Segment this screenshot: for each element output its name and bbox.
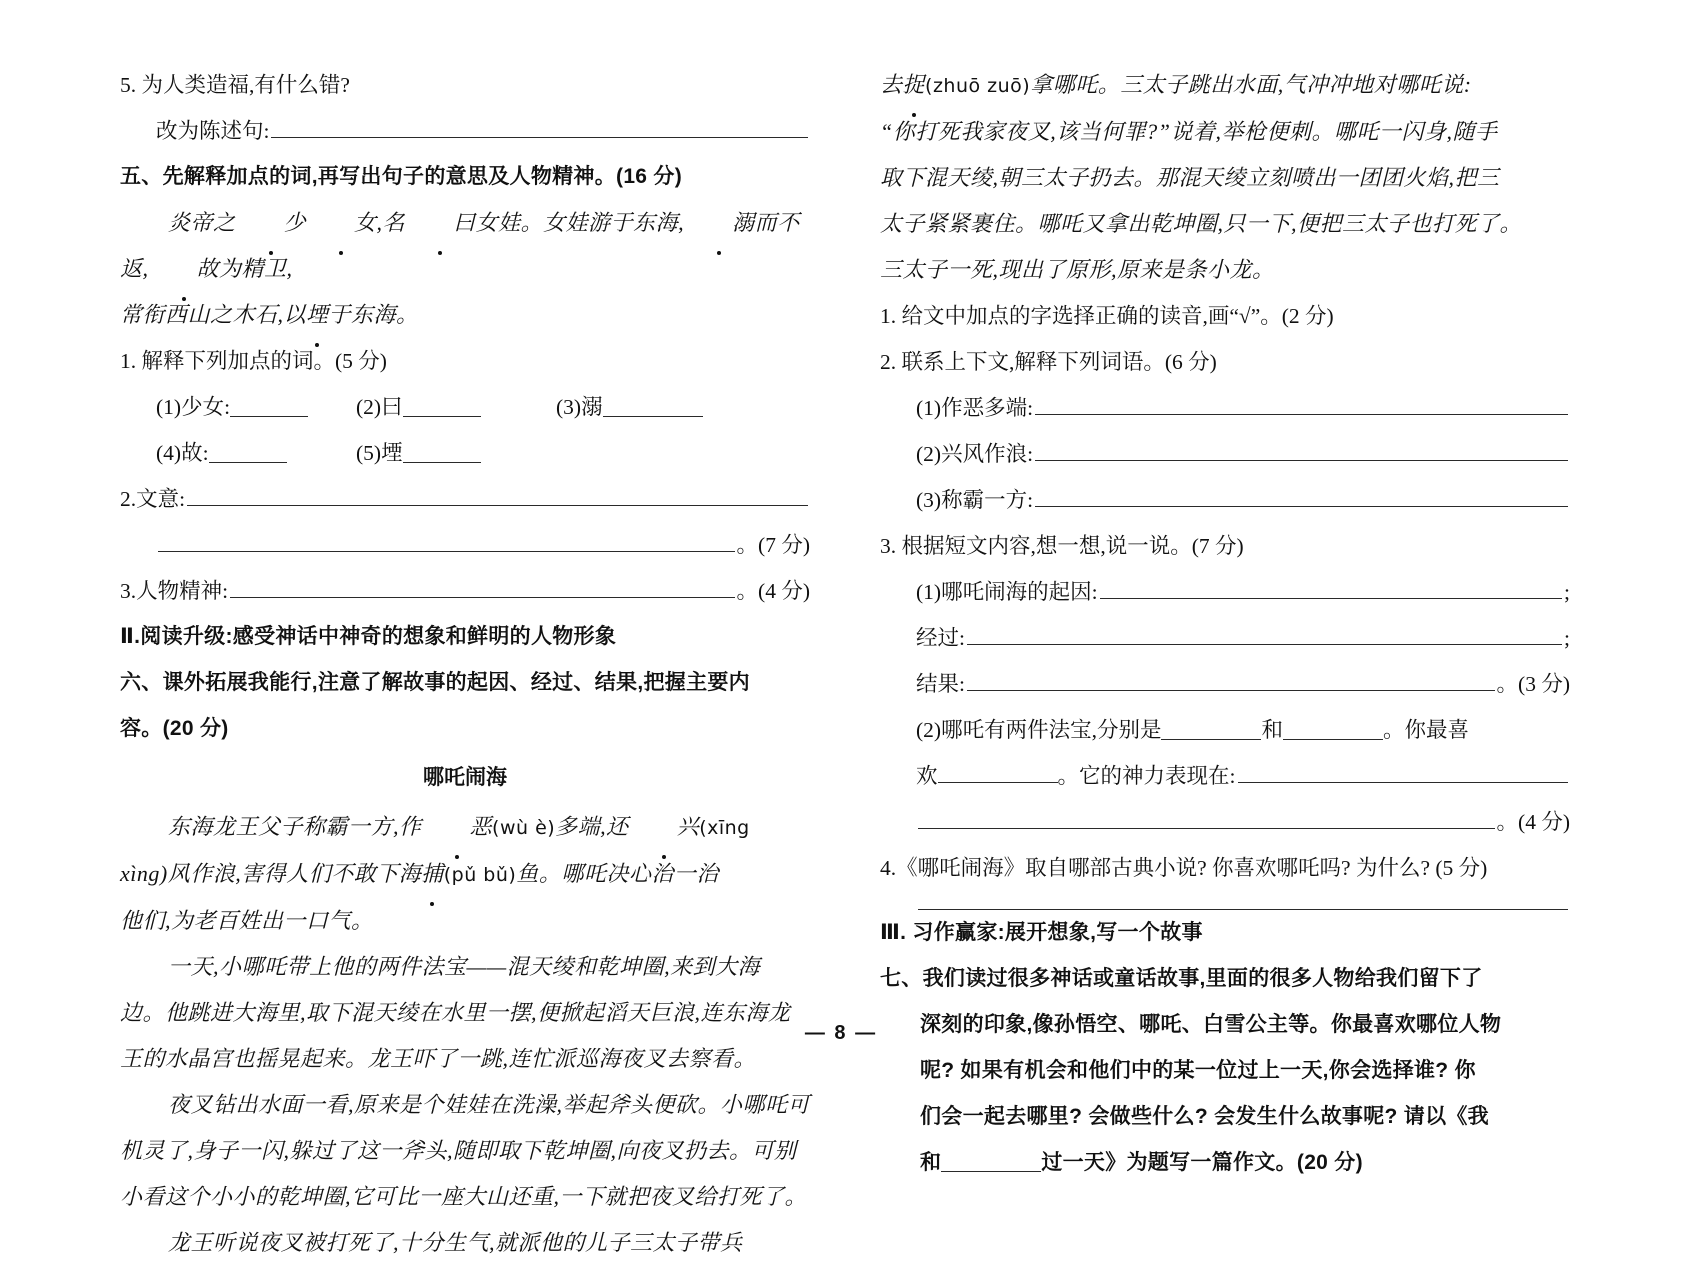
blank-item	[356, 384, 556, 430]
sub2-text: (2)哪吒有两件法宝,分别是	[916, 718, 1162, 742]
story-paragraph-3-line-1: 夜叉钻出水面一看,原来是个娃娃在洗澡,举起斧头便砍。小哪吒可	[168, 1092, 811, 1117]
blank-label: (2)曰	[356, 395, 403, 419]
page-number: — 8 —	[804, 1022, 878, 1044]
sub2-text: 欢	[916, 764, 938, 788]
term-label: (1)作恶多端:	[916, 396, 1034, 420]
left-question-2-number: 2.	[120, 487, 137, 511]
classical-passage-line-2	[120, 292, 810, 338]
story-paragraph-3-line-2: 机灵了,身子一闪,躲过了这一斧头,随即取下乾坤圈,向夜叉扔去。可别	[120, 1138, 797, 1163]
emphasis-char: 曰	[405, 200, 476, 246]
right-question-3	[880, 523, 1570, 569]
blank-item	[556, 384, 703, 430]
emphasis-char: 女	[306, 200, 377, 246]
emphasis-char: 捕	[421, 851, 444, 897]
fill-blank[interactable]	[230, 397, 308, 417]
answer-blank[interactable]	[1035, 488, 1568, 507]
question-5	[120, 62, 810, 108]
essay-title-suffix: 过一天》为题写一篇作文。(20 分)	[1041, 1151, 1363, 1174]
section-seven-line-1: 七、我们读过很多神话或童话故事,里面的很多人物给我们留下了	[880, 967, 1483, 990]
right-question-1	[880, 293, 1570, 339]
story-text: 拿哪吒。三太子跳出水面,气冲冲地对哪吒说:	[1030, 72, 1472, 97]
right-question-3-text: 根据短文内容,想一想,说一说。(7 分)	[901, 534, 1244, 558]
passage-text: 而不返,	[120, 210, 800, 281]
emphasis-char: 兴	[629, 804, 700, 850]
right-question-4-number: 4.	[880, 856, 897, 880]
answer-blank[interactable]	[1100, 580, 1562, 599]
passage-text: 于东海。	[328, 302, 419, 327]
left-question-1-number: 1.	[120, 349, 137, 373]
left-column	[120, 62, 810, 1266]
story-cont-line-1	[880, 62, 1570, 109]
passage-text: 女娃。女娃游于东海,	[475, 210, 685, 235]
story-cont-line-3: 取下混天绫,朝三太子扔去。那混天绫立刻喷出一团团火焰,把三	[880, 165, 1500, 190]
cause-label: (1)哪吒闹海的起因:	[916, 580, 1098, 604]
row-terminator: ;	[1564, 580, 1570, 604]
right-question-2-text: 联系上下文,解释下列词语。(6 分)	[901, 350, 1217, 374]
section-seven-line-5	[880, 1140, 1570, 1186]
left-question-2-line-2	[120, 522, 810, 568]
sub2-text: 。你最喜	[1382, 718, 1469, 742]
section-six-heading-line-1: 六、课外拓展我能行,注意了解故事的起因、经过、结果,把握主要内	[120, 671, 750, 694]
answer-blank[interactable]	[271, 119, 808, 138]
section-six-heading-line-2: 容。(20 分)	[120, 717, 229, 740]
emphasis-char: 溺	[684, 200, 755, 246]
classical-passage-line-1	[120, 200, 810, 292]
story-cont-line-5: 三太子一死,现出了原形,原来是条小龙。	[880, 257, 1275, 282]
essay-title-prefix: 和	[920, 1151, 942, 1174]
right-question-4-text: 《哪吒闹海》取自哪部古典小说? 你喜欢哪吒吗? 为什么? (5 分)	[896, 856, 1488, 880]
passage-text: ,名	[376, 210, 406, 235]
passage-text: 炎帝之	[168, 210, 236, 235]
result-score: 。(3 分)	[1496, 672, 1570, 696]
sub2-text: 和	[1261, 718, 1283, 742]
emphasis-char: 故	[149, 246, 220, 292]
fill-blank[interactable]	[1161, 720, 1261, 740]
pinyin-options[interactable]: (zhuō zuō)	[925, 75, 1031, 97]
story-text: 东海龙王父子称霸一方,作	[168, 814, 422, 839]
right-column	[880, 62, 1570, 1266]
left-question-2	[120, 476, 810, 522]
right-question-2-number: 2.	[880, 350, 897, 374]
blank-label: (5)堙	[356, 441, 403, 465]
story-cont-line-4: 太子紧紧裹住。哪吒又拿出乾坤圈,只一下,便把三太子也打死了。	[880, 211, 1523, 236]
story-paragraph-2-line-1: 一天,小哪吒带上他的两件法宝——混天绫和乾坤圈,来到大海	[168, 954, 761, 979]
part-three-heading: Ⅲ. 习作赢家:展开想象,写一个故事	[880, 921, 1203, 944]
row-terminator: ;	[1564, 626, 1570, 650]
section-seven-line-4: 们会一起去哪里? 会做些什么? 会发生什么故事呢? 请以《我	[920, 1105, 1489, 1128]
left-question-2-score: 。(7 分)	[736, 533, 810, 557]
story-text: 鱼。哪吒决心治一治	[516, 861, 719, 886]
story-title: 哪吒闹海	[423, 766, 507, 789]
answer-blank[interactable]	[1035, 442, 1568, 461]
fill-blank[interactable]	[209, 443, 287, 463]
answer-blank[interactable]	[967, 672, 1495, 691]
right-question-2	[880, 339, 1570, 385]
term-label: (3)称霸一方:	[916, 488, 1034, 512]
answer-blank[interactable]	[967, 626, 1562, 645]
answer-blank[interactable]	[918, 891, 1568, 910]
term-label: (2)兴风作浪:	[916, 442, 1034, 466]
right-question-4-answer-row	[880, 891, 1570, 910]
story-text: 多端,还	[555, 814, 629, 839]
passage-text: 为精卫,	[219, 256, 293, 281]
pinyin-options[interactable]: (pǔ bǔ)	[443, 864, 517, 886]
fill-blank[interactable]	[938, 763, 1058, 783]
right-question-2-item-1	[880, 385, 1570, 431]
blank-item	[156, 430, 356, 476]
story-text: 去	[880, 72, 903, 97]
result-label: 结果:	[916, 672, 965, 696]
blank-label: (1)少女:	[156, 395, 231, 419]
fill-blank[interactable]	[403, 443, 481, 463]
left-question-2-label: 文意:	[136, 487, 186, 511]
question-5-number: 5.	[120, 73, 137, 97]
emphasis-char: 堙	[306, 292, 329, 338]
answer-blank[interactable]	[918, 810, 1495, 829]
section-seven-line-3: 呢? 如果有机会和他们中的某一位过上一天,你会选择谁? 你	[920, 1059, 1476, 1082]
question-5-text: 为人类造福,有什么错?	[141, 73, 350, 97]
left-question-1-blanks-row-1	[120, 384, 810, 430]
process-label: 经过:	[916, 626, 965, 650]
question-5-answer-row	[120, 108, 810, 154]
right-question-3-sub2-line-2	[880, 753, 1570, 799]
emphasis-char: 捉	[903, 62, 926, 108]
answer-blank[interactable]	[230, 579, 734, 598]
sub2-text: 。它的神力表现在:	[1057, 764, 1236, 788]
answer-blank[interactable]	[187, 487, 808, 506]
story-paragraph-1-line-2	[120, 851, 810, 898]
emphasis-char: 少	[236, 200, 307, 246]
answer-blank[interactable]	[1238, 764, 1569, 783]
right-question-3-result-row	[880, 661, 1570, 707]
passage-text: 常衔西山之木石,以	[120, 302, 307, 327]
fill-blank[interactable]	[603, 397, 703, 417]
fill-blank[interactable]	[1283, 720, 1383, 740]
left-question-1-text: 解释下列加点的词。(5 分)	[141, 349, 387, 373]
story-text: xìng)风作浪,害得人们不敢下海	[120, 861, 422, 886]
fill-blank[interactable]	[941, 1152, 1041, 1172]
left-question-3-score: 。(4 分)	[736, 579, 810, 603]
section-seven-line-2: 深刻的印象,像孙悟空、哪吒、白雪公主等。你最喜欢哪位人物	[920, 1013, 1502, 1036]
right-question-3-sub2-line-3	[880, 799, 1570, 845]
left-question-3	[120, 568, 810, 614]
right-question-1-text: 给文中加点的字选择正确的读音,画“√”。(2 分)	[901, 304, 1334, 328]
story-cont-line-2: “你打死我家夜叉,该当何罪?”说着,举枪便刺。哪吒一闪身,随手	[880, 119, 1498, 144]
left-question-1-blanks-row-2	[120, 430, 810, 476]
blank-label: (4)故:	[156, 441, 209, 465]
part-two-heading: Ⅱ.阅读升级:感受神话中神奇的想象和鲜明的人物形象	[120, 625, 617, 648]
story-paragraph-2-line-2: 边。他跳进大海里,取下混天绫在水里一摆,便掀起滔天巨浪,连东海龙	[120, 1000, 791, 1025]
left-question-3-label: 人物精神:	[136, 579, 229, 603]
story-paragraph-1-line-1	[120, 804, 810, 851]
blank-label: (3)溺	[556, 395, 603, 419]
right-question-3-number: 3.	[880, 534, 897, 558]
blank-item	[356, 430, 481, 476]
fill-blank[interactable]	[403, 397, 481, 417]
pinyin-options[interactable]: (xīng	[699, 817, 750, 839]
blank-item	[156, 384, 356, 430]
question-5-sub-label: 改为陈述句:	[156, 119, 270, 143]
pinyin-options[interactable]: (wù è)	[492, 817, 556, 839]
emphasis-char: 恶	[422, 804, 493, 850]
story-paragraph-1-line-3: 他们,为老百姓出一口气。	[120, 908, 374, 933]
story-paragraph-2-line-3: 王的水晶宫也摇晃起来。龙王吓了一跳,连忙派巡海夜叉去察看。	[120, 1046, 757, 1071]
section-five-heading: 五、先解释加点的词,再写出句子的意思及人物精神。(16 分)	[120, 165, 683, 188]
left-question-1	[120, 338, 810, 384]
right-question-2-item-3	[880, 477, 1570, 523]
sub2-score: 。(4 分)	[1496, 810, 1570, 834]
two-column-layout	[120, 62, 1570, 1266]
right-question-3-sub2-line-1	[880, 707, 1570, 753]
story-paragraph-4-line-1: 龙王听说夜叉被打死了,十分生气,就派他的儿子三太子带兵	[168, 1230, 743, 1255]
right-question-3-process-row	[880, 615, 1570, 661]
right-question-1-number: 1.	[880, 304, 897, 328]
answer-blank[interactable]	[158, 533, 735, 552]
right-question-4	[880, 845, 1570, 891]
answer-blank[interactable]	[1035, 396, 1568, 415]
story-paragraph-3-line-3: 小看这个小小的乾坤圈,它可比一座大山还重,一下就把夜叉给打死了。	[120, 1184, 808, 1209]
left-question-3-number: 3.	[120, 579, 137, 603]
right-question-2-item-2	[880, 431, 1570, 477]
right-question-3-cause-row	[880, 569, 1570, 615]
